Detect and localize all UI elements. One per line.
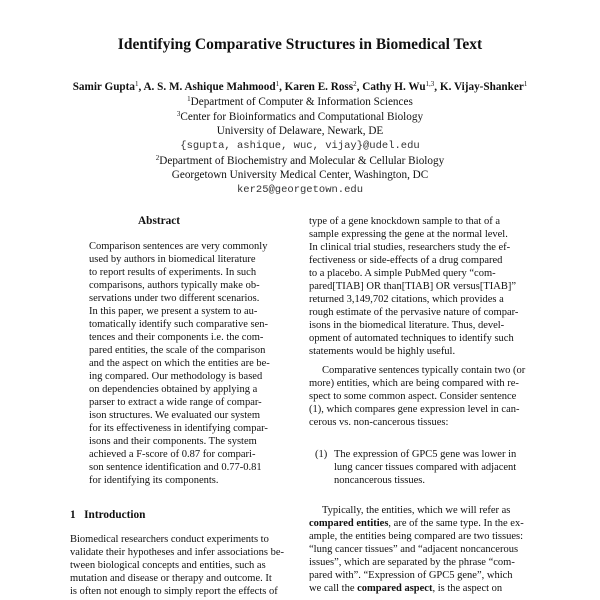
author-name: A. S. M. Ashique Mahmood bbox=[143, 81, 276, 93]
section-number: 1 bbox=[70, 509, 76, 521]
body-line: pared with”. “Expression of GPC5 gene”, which bbox=[309, 570, 513, 581]
abstract-line: In this paper, we present a system to au- bbox=[89, 306, 258, 317]
abstract-line: Comparison sentences are very commonly bbox=[89, 241, 268, 252]
intro-line: tween biological concepts and entities, such as bbox=[70, 560, 266, 571]
body-line: type of a gene knockdown sample to that of a bbox=[309, 216, 500, 227]
body-line: spect to some common aspect. Consider sentence bbox=[309, 391, 517, 402]
author-name: K. Vijay-Shanker bbox=[439, 81, 524, 93]
body-line: more) entities, which are being compared with re- bbox=[309, 378, 519, 389]
body-line: opment of automated techniques to identify such bbox=[309, 333, 514, 344]
intro-line: Biomedical researchers conduct experiments to bbox=[70, 534, 269, 545]
body-text: we call the bbox=[309, 583, 358, 594]
intro-line: mutation and disease or therapy and outcome. It bbox=[70, 573, 272, 584]
abstract-line: to report results of experiments. In such bbox=[89, 267, 257, 278]
abstract-line: ing compared. Our methodology is based bbox=[89, 371, 263, 382]
abstract-line: parser to extract a wide range of compar- bbox=[89, 397, 262, 408]
intro-line: is often not enough to simply report the effects of bbox=[70, 586, 278, 597]
example-line: noncancerous tissues. bbox=[334, 475, 425, 486]
university: University of Delaware, Newark, DE bbox=[216, 125, 384, 137]
body-line: returned 3,149,702 citations, which provides a bbox=[309, 294, 504, 305]
abstract-line: on dependencies obtained by applying a bbox=[89, 384, 258, 395]
body-line: ample, the entities being compared are two tissues: bbox=[309, 531, 524, 542]
abstract-line: isons and their components. The system bbox=[89, 436, 257, 447]
abstract-heading: Abstract bbox=[138, 215, 181, 227]
abstract-line: servations under two different scenarios. bbox=[89, 293, 260, 304]
affiliation-sup: 1 bbox=[187, 95, 191, 103]
author-sup: 1 bbox=[275, 80, 280, 88]
abstract-line: pared entities, the scale of the comparison bbox=[89, 345, 266, 356]
body-line: sample expressing the gene at the normal level. bbox=[309, 229, 508, 240]
author-sup: 1 bbox=[134, 80, 139, 88]
author-name: Samir Gupta bbox=[72, 81, 135, 93]
term-compared-entities: compared entities bbox=[309, 518, 389, 529]
body-line: rough estimate of the pervasive nature of compar- bbox=[309, 307, 519, 318]
affiliation-text: Center for Bioinformatics and Computational Biology bbox=[180, 111, 424, 123]
body-line: pared[TIAB] OR than[TIAB] OR versus[TIAB]” bbox=[309, 281, 517, 292]
author-list: Samir Gupta$^1$, A. S. M. Ashique Mahmood$^1$, Karen E. Ross$^2$, Cathy H. Wu$^{1,3}$, K. Vijay-Shanker$^1$ bbox=[72, 80, 528, 93]
abstract-line: and the aspect on which the entities are be- bbox=[89, 358, 270, 369]
body-line: fectiveness or side-effects of a drug compared bbox=[309, 255, 503, 266]
paper-title: Identifying Comparative Structures in Biomedical Text bbox=[117, 36, 483, 53]
section-title: Introduction bbox=[84, 509, 146, 521]
body-line: Typically, the entities, which we will refer as bbox=[322, 505, 511, 516]
intro-line: validate their hypotheses and infer associations be- bbox=[70, 547, 285, 558]
author-sup: 1,3 bbox=[425, 80, 435, 88]
body-line: statements would be highly useful. bbox=[309, 346, 456, 357]
abstract-line: ison structures. We evaluated our system bbox=[89, 410, 261, 421]
affiliation-sup: 3 bbox=[176, 110, 181, 118]
body-line bbox=[309, 582, 502, 595]
body-line: cerous vs. non-cancerous tissues: bbox=[309, 417, 449, 428]
author-sup: 1 bbox=[523, 80, 528, 88]
example-line: lung cancer tissues compared with adjacent bbox=[334, 462, 517, 473]
author-name: Karen E. Ross bbox=[284, 81, 354, 93]
abstract-line: son sentence identification and 0.77-0.81 bbox=[89, 462, 262, 473]
abstract-line: for its effectiveness in identifying compar- bbox=[89, 423, 268, 434]
affiliation-sup: 2 bbox=[155, 154, 160, 162]
body-line: issues”, which are separated by the phrase “com- bbox=[309, 557, 515, 568]
example-number: (1) bbox=[315, 449, 328, 460]
affiliation-3 bbox=[0, 110, 600, 123]
body-line: isons in the biomedical literature. Thus, devel- bbox=[309, 320, 505, 331]
author-sup: 2 bbox=[353, 80, 357, 88]
email-georgetown: ker25@georgetown.edu bbox=[236, 184, 364, 196]
affiliation-1 bbox=[0, 95, 600, 108]
affiliation-text: Department of Biochemistry and Molecular & Cellular Biology bbox=[159, 155, 445, 167]
abstract-line: tences and their components i.e. the com- bbox=[89, 332, 264, 343]
abstract-line: comparisons, authors typically make ob- bbox=[89, 280, 260, 291]
affiliation-2 bbox=[0, 154, 600, 167]
example-line: The expression of GPC5 gene was lower in bbox=[334, 449, 517, 460]
term-compared-aspect: compared aspect bbox=[357, 583, 433, 594]
author-name: Cathy H. Wu bbox=[362, 81, 426, 93]
body-line: In clinical trial studies, researchers study the ef- bbox=[309, 242, 511, 253]
body-line: to a placebo. A simple PubMed query “com- bbox=[309, 268, 496, 279]
abstract-line: achieved a F-score of 0.87 for compari- bbox=[89, 449, 256, 460]
affiliation-text: Department of Computer & Information Sciences bbox=[190, 96, 413, 108]
body-line: Comparative sentences typically contain two (or bbox=[322, 365, 526, 376]
body-text: , are of the same type. In the ex- bbox=[388, 518, 524, 529]
body-line bbox=[309, 517, 524, 530]
body-line: (1), which compares gene expression level in can- bbox=[309, 404, 520, 415]
body-text: , is the aspect on bbox=[432, 583, 503, 594]
email-delaware: {sgupta, ashique, wuc, vijay}@udel.edu bbox=[180, 140, 420, 152]
university-2: Georgetown University Medical Center, Washington, DC bbox=[171, 169, 429, 181]
abstract-line: for identifying its components. bbox=[89, 475, 219, 486]
body-line: “lung cancer tissues” and “adjacent noncancerous bbox=[309, 544, 519, 555]
abstract-line: tomatically identify such comparative sen- bbox=[89, 319, 269, 330]
intro-heading bbox=[70, 509, 145, 521]
abstract-line: used by authors in biomedical literature bbox=[89, 254, 256, 265]
